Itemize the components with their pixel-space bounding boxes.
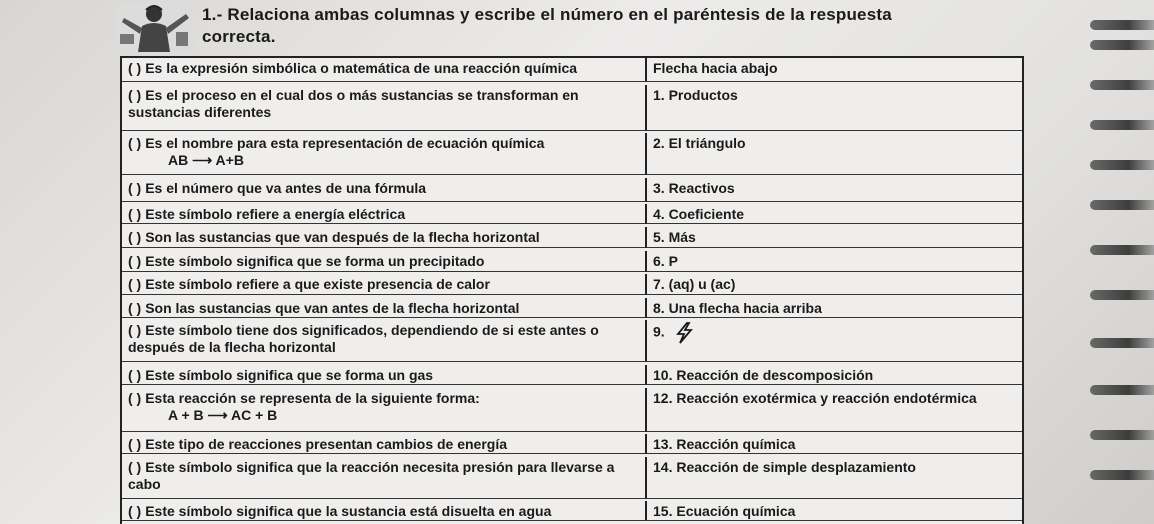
right-item-text: 6. P	[653, 252, 678, 269]
right-item-text: Flecha hacia abajo	[653, 60, 778, 76]
left-item-text: Son las sustancias que van después de la flecha horizontal	[145, 228, 540, 245]
instructions	[202, 4, 962, 48]
left-item	[122, 85, 647, 131]
notebook-spiral	[1090, 470, 1154, 480]
right-item-text: 2. El triángulo	[653, 135, 746, 152]
right-item-text: 15. Ecuación química	[653, 503, 796, 520]
left-item	[122, 388, 647, 432]
right-item	[647, 85, 1022, 131]
left-item	[122, 274, 647, 295]
right-item	[647, 434, 1022, 454]
notebook-spiral	[1090, 20, 1154, 30]
right-item-text: 7. (aq) u (ac)	[653, 276, 736, 293]
right-item-text: 12. Reacción exotérmica y reacción endotérmica	[653, 389, 977, 406]
left-item	[122, 227, 647, 248]
left-item-text: Este símbolo significa que se forma un precipitado	[145, 252, 485, 269]
answer-parenthesis[interactable]: ( )	[128, 436, 142, 453]
notebook-spiral	[1090, 160, 1154, 170]
left-item-text: Este símbolo tiene dos significados, dependiendo de si este antes o después de la flecha horizontal	[128, 322, 599, 356]
left-item-text: Este símbolo refiere a que existe presencia de calor	[145, 276, 490, 293]
right-item-text: 14. Reacción de simple desplazamiento	[653, 458, 916, 475]
answer-parenthesis[interactable]: ( )	[128, 206, 142, 223]
left-item	[122, 457, 647, 499]
notebook-spiral	[1090, 80, 1154, 90]
answer-parenthesis[interactable]: ( )	[128, 179, 142, 196]
instruction-line-1: 1.- Relaciona ambas columnas y escribe el número en el paréntesis de la respuesta	[202, 5, 892, 24]
right-item	[647, 298, 1022, 318]
notebook-spiral	[1090, 200, 1154, 210]
right-item	[647, 457, 1022, 499]
right-item-text: 5. Más	[653, 228, 696, 245]
answer-parenthesis[interactable]: ( )	[128, 299, 142, 316]
left-item	[122, 133, 647, 175]
answer-parenthesis[interactable]: ( )	[128, 252, 142, 269]
right-item-text: 8. Una flecha hacia arriba	[653, 299, 822, 316]
answer-parenthesis[interactable]: ( )	[128, 135, 142, 152]
right-item	[647, 388, 1022, 432]
right-item	[647, 251, 1022, 272]
left-item	[122, 501, 647, 521]
answer-parenthesis[interactable]: ( )	[128, 86, 142, 103]
right-item	[647, 204, 1022, 224]
right-item-text: 9.	[653, 324, 665, 341]
lightning-bolt-icon	[673, 322, 695, 344]
right-item-text: 4. Coeficiente	[653, 206, 745, 223]
instruction-line-2: correcta.	[202, 27, 276, 46]
left-item-text: Este tipo de reacciones presentan cambios de energía	[145, 436, 508, 453]
right-item	[647, 58, 1022, 82]
left-item-text: Este símbolo significa que se forma un gas	[145, 366, 434, 383]
right-item	[647, 274, 1022, 295]
right-item	[647, 365, 1022, 385]
right-item-text: 10. Reacción de descomposición	[653, 366, 874, 383]
right-item	[647, 501, 1022, 521]
answer-parenthesis[interactable]: ( )	[128, 322, 142, 339]
left-item	[122, 434, 647, 454]
left-item	[122, 204, 647, 224]
matching-table	[120, 56, 1024, 524]
right-item	[647, 178, 1022, 202]
answer-parenthesis[interactable]: ( )	[128, 503, 142, 520]
scientist-clipart-image	[116, 4, 194, 52]
left-item-text: Este símbolo refiere a energía eléctrica	[145, 206, 406, 223]
left-item-text: Es la expresión simbólica o matemática de una reacción química	[145, 60, 578, 76]
left-item-text: Son las sustancias que van antes de la flecha horizontal	[145, 299, 520, 316]
left-item	[122, 320, 647, 362]
notebook-spiral	[1090, 338, 1154, 348]
answer-parenthesis[interactable]: ( )	[128, 458, 142, 475]
right-item-text: 3. Reactivos	[653, 179, 735, 196]
answer-parenthesis[interactable]: ( )	[128, 276, 142, 293]
left-item-text: Esta reacción se representa de la siguiente forma:	[145, 389, 480, 406]
notebook-spiral	[1090, 385, 1154, 395]
left-item-text: Este símbolo significa que la reacción necesita presión para llevarse a cabo	[128, 458, 615, 492]
notebook-spiral	[1090, 290, 1154, 300]
answer-parenthesis[interactable]: ( )	[128, 60, 142, 76]
left-item	[122, 298, 647, 318]
chemical-formula: A + B ⟶ AC + B	[168, 406, 278, 423]
left-item	[122, 251, 647, 272]
chemical-formula: AB ⟶ A+B	[168, 152, 244, 169]
notebook-spiral	[1090, 245, 1154, 255]
left-item	[122, 365, 647, 385]
left-item	[122, 178, 647, 202]
left-item	[122, 58, 647, 82]
right-item	[647, 320, 1022, 362]
left-item-text: Este símbolo significa que la sustancia está disuelta en agua	[145, 503, 552, 520]
right-item-text: 1. Productos	[653, 86, 738, 103]
right-item	[647, 133, 1022, 175]
answer-parenthesis[interactable]: ( )	[128, 389, 142, 406]
left-item-text: Es el nombre para esta representación de ecuación química	[145, 135, 545, 152]
right-item	[647, 227, 1022, 248]
notebook-spiral	[1090, 40, 1154, 50]
left-item-text: Es el proceso en el cual dos o más sustancias se transforman en sustancias diferentes	[128, 86, 579, 120]
answer-parenthesis[interactable]: ( )	[128, 366, 142, 383]
notebook-spiral	[1090, 120, 1154, 130]
left-item-text: Es el número que va antes de una fórmula	[145, 179, 427, 196]
matching-worksheet	[120, 56, 1024, 524]
right-item-text: 13. Reacción química	[653, 436, 796, 453]
answer-parenthesis[interactable]: ( )	[128, 228, 142, 245]
notebook-spiral	[1090, 430, 1154, 440]
